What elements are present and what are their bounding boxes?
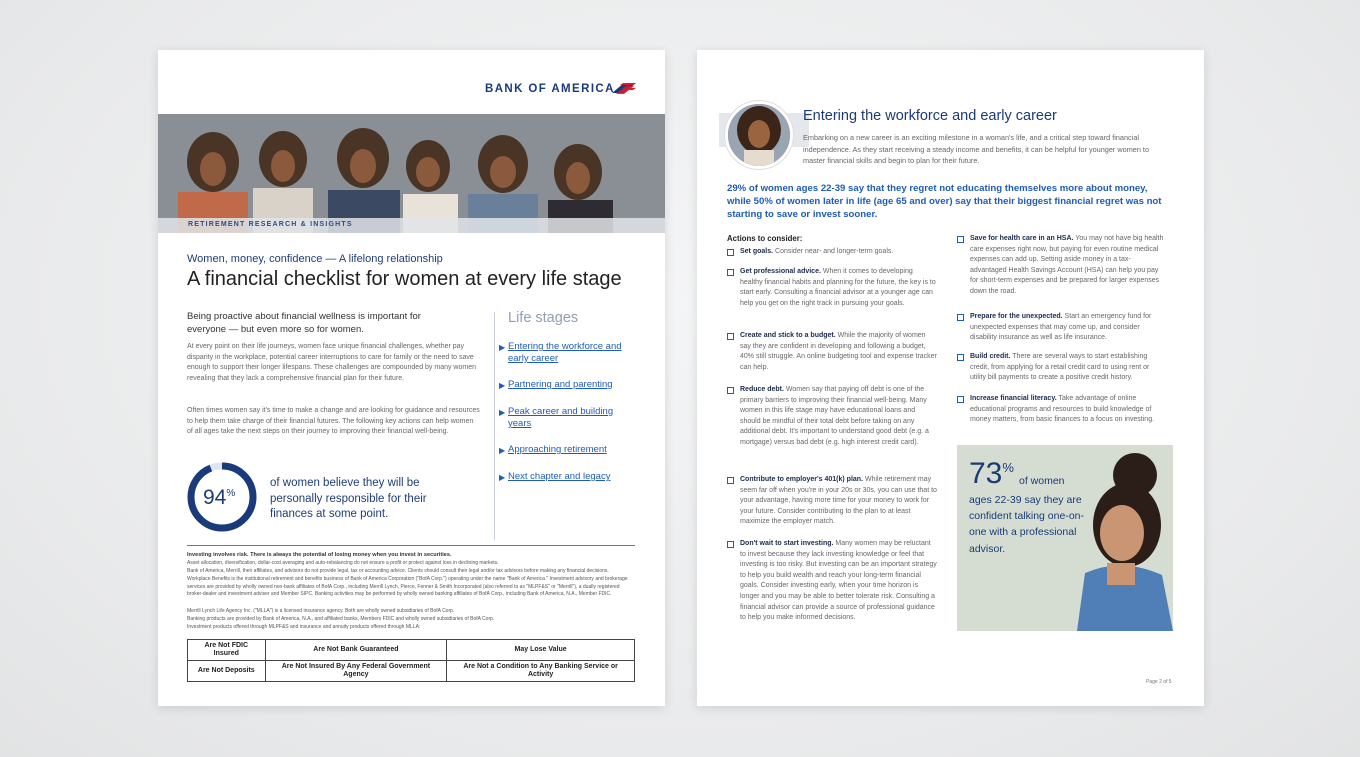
disclosure-3: Workplace Benefits is the institutional retirement and benefits business of Bank of America Corporation ("BofA Corp.") operating under the name "Bank of America." Investment advisory and brokerage services are provided by wholly owned non-bank affiliates of BofA Corp., including Merrill Lynch, Pierce, Fenner & Smith Incorporated (also referred to as "MLPF&S" or "Merrill"), a dually registered broker-dealer and investment adviser and Member SIPC. Banking activities may be performed by wholly owned banking affiliates of BofA Corp., including Bank of America, N.A., Member FDIC. [187, 576, 628, 598]
page-2: Entering the workforce and early career Embarking on a new career is an exciting milestone in a woman's life, and a critical step toward financial independence. As they start receiving a steady income and benefits, it can be helpful for younger women to master financial skills and begin to plan for their future. 29% of women ages 22-39 say that they regret not educating themselves more about money, while 50% of women later in life (age 65 and over) say that their biggest financial regret was not starting to save or invest sooner. Actions to consider: Set goals. Consider near- and longer-term goals. Get professional advice. When it comes to developing healthy financial habits and planning for the future, the key is to start early. Consulting a financial advisor at a younger age can help you get on the right track in pursuing your goals. Create and stick to a budget. While the majority of women say they are confident in developing and following a budget, 40% still struggle. An online budgeting tool and expense tracker can help. Reduce debt. Women say that paying off debt is one of the primary barriers to improving their financial well-being. Many women in this life stage may have educational loans and should be mindful of their total debt before taking on any additional debt. It's important to understand good debt (e.g. a mortgage) versus bad debt (e.g. high interest credit card). Contribute to employer's 401(k) plan. While retirement may seem far off when you're in your 20s or 30s, you can use that to your advantage, having more time for your money to work for your future. Consider contributing to the plan to at least maximize the employer match. Don't wait to start investing. Many women may be reluctant to invest because they lack investing knowledge or feel that investing is too risky. But investing can be an important strategy to help you build wealth and reach your long-term financial goals. Consider investing early, when your time horizon is longer and you may be able to better tolerate risk. Consulting a financial advisor can provide a source of professional guidance to help you make informed decisions. Save for health care in an HSA. You may not have big health care expenses right now, but paying for even routine medical expenses can add up. Setting aside money in a tax-advantaged Health Savings Account (HSA) can help you pay for short-term expenses and be prepared for larger expenses down the road. Prepare for the unexpected. Start an emergency fund for unexpected expenses that may come up, and consider disability insurance as well as life insurance. Build credit. There are several ways to start establishing credit, from applying for a retail credit card to using rent or utility bill payments to create a positive credit history. Increase financial literacy. Take advantage of online educational programs and resources to build knowledge of money matters, from basic finances to a focus on investing. 73% of women ages 22-39 say they are confident talking one-on-one with a professional advisor. Page 2 of 5 [697, 50, 1204, 706]
checkbox-icon [727, 249, 734, 256]
life-stages-heading: Life stages [508, 310, 579, 326]
checkbox-icon [727, 333, 734, 340]
fdic-cell: Are Not a Condition to Any Banking Service or Activity [447, 661, 635, 682]
bank-of-america-logo[interactable]: BANK OF AMERICA [485, 83, 615, 95]
page-1: BANK OF AMERICA RETIREMENT RESEARCH & INSIGHTS Women, money, confidence — A lifelong relationship A financial checklist for women at every life stage Being proactive about financial wellness is important for everyone — but even more so for women. At every point on their life journeys, women face unique financial challenges, whether pay disparity in the workplace, potential career interruptions to care for family or the need to save enough to support their longer lifespans. These challenges are compounded by many women revealing that they lack a comprehensive financial plan for their future. Often times women say it's time to make a change and are looking for guidance and resources to help them take charge of their financial futures. The following key actions can help women of all ages take the next steps on their journey to improving their financial well-being. 94% of women believe they will be personally responsible for their finances at some point. Life stages ▶ Entering the workforce and early career ▶ Partnering and parenting ▶ Peak career and building years ▶ Approaching retirement ▶ Next chapter and legacy Investing involves risk. There is always the potential of losing money when you invest in securities. Asset allocation, diversification, dollar-cost averaging and auto-rebalancing do not ensure a profit or protect against loss in declining markets. Bank of America, Merrill, their affiliates, and advisors do not provide legal, tax or accounting advice. Clients should consult their legal and/or tax advisors before making any financial decisions. Workplace Benefits is the institutional retirement and benefits business of Bank of America Corporation ("BofA Corp.") operating under the name "Bank of America." Investment advisory and brokerage services are provided by wholly owned non-bank affiliates of BofA Corp., including Merrill Lynch, Pierce, Fenner & Smith Incorporated (also referred to as "MLPF&S" or "Merrill"), a dually registered broker-dealer and investment adviser and Member SIPC. Banking activities may be performed by wholly owned banking affiliates of BofA Corp., including Bank of America, N.A., Member FDIC. Merrill Lynch Life Agency Inc. ("MLLA") is a licensed insurance agency. Both are wholly owned subsidiaries of BofA Corp. Banking products are provided by Bank of America, N.A., and affiliated banks, Members FDIC and wholly owned subsidiaries of BofA Corp. Investment products offered through MLPF&S and insurance and annuity products offered through MLLA: Are Not FDIC Insured Are Not Bank Guaranteed May Lose Value Are Not Deposits Are Not Insured By Any Federal Government Agency Are Not a Condition to Any Banking Service or Activity [158, 50, 665, 706]
body-paragraph-1: At every point on their life journeys, women face unique financial challenges, whether pay disparity in the workplace, potential career interruptions to care for family or the need to save enough to support their longer lifespans. These challenges are compounded by many women revealing that they lack a comprehensive financial plan for their future. [187, 343, 476, 382]
stat-number-73: 73% [969, 457, 1014, 490]
stat-of-women: of women [1019, 475, 1065, 487]
fdic-cell: Are Not Insured By Any Federal Government Agency [265, 661, 447, 682]
disclosure-heading: Investing involves risk. There is always the potential of losing money when you invest in securities. [187, 552, 452, 558]
section-title: Entering the workforce and early career [803, 108, 1057, 124]
checkbox-icon [727, 477, 734, 484]
fdic-notice-table [187, 639, 635, 682]
stat-description: of women believe they will be personally responsible for their finances at some point. [270, 477, 427, 520]
stat-description: ages 22-39 say they are confident talking one-on-one with a professional advisor. [969, 494, 1084, 555]
flag-logo-icon [610, 81, 638, 95]
disclosure-2: Bank of America, Merrill, their affiliates, and advisors do not provide legal, tax or accounting advice. Clients should consult their legal and/or tax advisors before making any financial decisions. [187, 568, 609, 574]
stat-number-94: 94% [203, 486, 236, 509]
disclosure-1: Asset allocation, diversification, dollar-cost averaging and auto-rebalancing do not ensure a profit or protect against loss in declining markets. [187, 560, 499, 566]
arrow-icon: ▶ [499, 408, 506, 417]
disclosure-6: Investment products offered through MLPF&S and insurance and annuity products offered through MLLA: [187, 624, 421, 630]
group-of-women-photo [158, 114, 665, 233]
fdic-cell: Are Not Deposits [188, 661, 266, 682]
body-paragraph-2: Often times women say it's time to make a change and are looking for guidance and resources to help them take charge of their financial futures. The following key actions can help women of all ages take the next steps on their journey to improving their financial well-being. [187, 407, 480, 436]
checkbox-icon [727, 387, 734, 394]
arrow-icon: ▶ [499, 446, 506, 455]
sidebar-divider [494, 312, 495, 540]
kicker-text: Women, money, confidence — A lifelong relationship [187, 253, 443, 265]
arrow-icon: ▶ [499, 343, 506, 352]
arrow-icon: ▶ [499, 381, 506, 390]
arrow-icon: ▶ [499, 473, 506, 482]
highlight-quote: 29% of women ages 22-39 say that they regret not educating themselves more about money, while 50% of women later in life (age 65 and over) say that their biggest financial regret was not starting to save or invest sooner. [727, 183, 1162, 220]
checkbox-icon [957, 396, 964, 403]
checkbox-icon [727, 541, 734, 548]
fdic-cell: Are Not FDIC Insured [188, 640, 266, 661]
fdic-cell: Are Not Bank Guaranteed [265, 640, 447, 661]
band-label: RETIREMENT RESEARCH & INSIGHTS [188, 221, 353, 228]
disclosure-5: Banking products are provided by Bank of America, N.A., and affiliated banks, Members FDIC and wholly owned subsidiaries of BofA Corp. [187, 616, 495, 622]
young-woman-avatar [725, 101, 793, 169]
checkbox-icon [957, 236, 964, 243]
actions-heading: Actions to consider: [727, 234, 803, 243]
lead-paragraph: Being proactive about financial wellness is important for everyone — but even more so for women. [187, 311, 421, 335]
checkbox-icon [957, 354, 964, 361]
divider [187, 545, 635, 546]
checkbox-icon [957, 314, 964, 321]
intro-paragraph: Embarking on a new career is an exciting milestone in a woman's life, and a critical step toward financial independence. As they start receiving a steady income and benefits, it can be helpful for younger women to master financial skills and begin to plan for their future. [803, 133, 1150, 165]
disclosure-4: Merrill Lynch Life Agency Inc. ("MLLA") is a licensed insurance agency. Both are wholly owned subsidiaries of BofA Corp. [187, 608, 455, 614]
section-band [158, 218, 665, 233]
fdic-cell: May Lose Value [447, 640, 635, 661]
page-title: A financial checklist for women at every life stage [187, 268, 622, 290]
page-number: Page 2 of 5 [1146, 679, 1172, 685]
checkbox-icon [727, 269, 734, 276]
checklist-item: Set goals. Consider near- and longer-term goals. [727, 247, 937, 259]
